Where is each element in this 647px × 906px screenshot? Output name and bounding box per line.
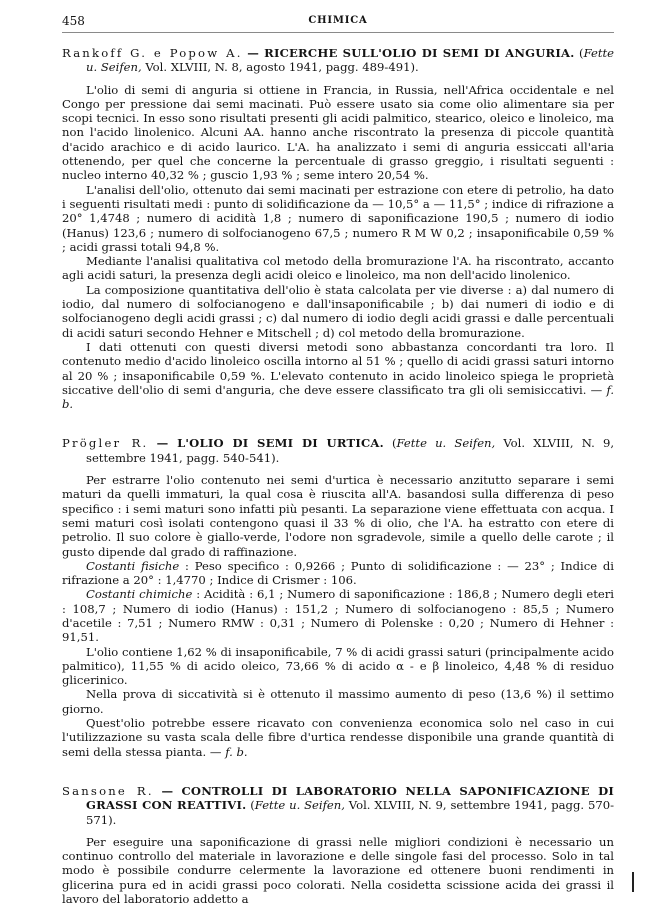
reviewer-signature: — f. b. [62, 382, 615, 412]
source-details: Vol. XLVIII, N. 8, agosto 1941, pagg. 489-491). [141, 60, 419, 75]
author-names: Sansone R. [62, 783, 154, 798]
source-open: ( [391, 436, 397, 451]
abstract-heading [62, 436, 614, 465]
article-title: — L'OLIO DI SEMI DI URTICA. [156, 436, 384, 451]
author-names: Prögler R. [62, 436, 149, 451]
paragraph [62, 283, 614, 340]
abstract-heading [62, 784, 614, 827]
abstract [62, 784, 614, 906]
paragraph-text: : Peso specifico : 0,9266 ; Punto di solidificazione : — 23° ; Indice di rifrazione a 20° : 1,4770 ; Indice di Crismer : 106. [62, 558, 614, 588]
source-open: ( [579, 46, 584, 60]
article-title: — CONTROLLI DI LABORATORIO NELLA SAPONIFICAZIONE DI GRASSI CON REATTIVI. [86, 783, 614, 813]
paragraph-text: Mediante l'analisi qualitativa col metodo della bromurazione l'A. ha riscontrato, accanto agli acidi saturi, la presenza degli acidi oleico e linoleico, ma non dell'acido linolenico. [62, 254, 614, 283]
paragraph [62, 587, 614, 644]
source-details: Vol. XLVIII, N. 9, settembre 1941, pagg. 540-541). [86, 436, 615, 465]
paragraph [62, 687, 614, 716]
paragraph-label: Costanti chimiche [86, 587, 193, 602]
source-journal: Fette u. Seifen, [86, 46, 615, 75]
paragraph-text: L'olio contiene 1,62 % di insaponificabile, 7 % di acidi grassi saturi (principalmente acido palmitico), 11,55 % di acido oleico, 73,66 % di acido α - e β linoleico, 4,48 % di residuo glicerinico. [62, 644, 614, 688]
paragraph [62, 183, 614, 254]
abstract [62, 436, 614, 759]
paragraph [62, 645, 614, 688]
author-names: Rankoff G. e Popow A. [62, 46, 243, 60]
source-open: ( [250, 798, 255, 813]
paragraph-text: Per estrarre l'olio contenuto nei semi d'urtica è necessario anzitutto separare i semi maturi da quelli immaturi, la qual cosa è riuscita all'A. basandosi sulla differenza di peso specifico : i semi maturi sono infatti più pesanti. La separazione viene effettuata con acqua. I semi maturi così isolati contengono quasi il 33 % di olio, che l'A. ha estratto con etere di petrolio. Il suo colore è giallo-verde, l'odore non sgradevole, simile a quello delle carote ; il gusto dipende dal grado di raffinazione. [62, 473, 614, 559]
paragraph [62, 340, 614, 411]
article-title: — RICERCHE SULL'OLIO DI SEMI DI ANGURIA. [247, 46, 575, 60]
abstract-heading [62, 46, 614, 75]
source-journal: Fette u. Seifen, [396, 436, 496, 451]
paragraph-text: I dati ottenuti con questi diversi metodi sono abbastanza concordanti tra loro. Il contenuto medio d'acido linoleico oscilla intorno al 51 % ; quello di acidi grassi saturi intorno al 20 % ; insaponificabile 0,59 %. L'elevato contenuto in acido linoleico spiega le proprietà siccative dell'olio di semi d'anguria, che deve essere classificato tra gli oli semisiccativi. [62, 339, 614, 397]
paragraph-text: La composizione quantitativa dell'olio è stata calcolata per vie diverse : a) dal numero di iodio, dal numero di solfocianogeno e dall'insaponificabile ; b) dai numeri di iodio e di solfocianogeno degli acidi grassi ; c) dal numero di iodio degli acidi grassi e dalle percentuali di acidi saturi secondo Hehner e Mitschell ; d) col metodo della bromurazione. [62, 282, 614, 340]
page-content [62, 46, 614, 906]
paragraph [62, 559, 614, 588]
margin-mark [632, 872, 634, 892]
paragraph-text: Quest'olio potrebbe essere ricavato con convenienza economica solo nel caso in cui l'utilizzazione su vasta scala delle fibre d'urtica rendesse disponibile una grande quantità di semi della stessa pianta. [62, 716, 614, 759]
paragraph-text: Nella prova di siccatività si è ottenuto il massimo aumento di peso (13,6 %) il settimo giorno. [62, 687, 614, 716]
abstract [62, 46, 614, 411]
paragraph [62, 83, 614, 183]
paragraph-text: Per eseguire una saponificazione di grassi nelle migliori condizioni è necessario un continuo controllo del materiale in lavorazione e delle singole fasi del processo. Solo in tal modo è possibile condurre celermente la lavorazione ed ottenere buoni rendimenti in glicerina pura ed in acidi grassi poco colorati. Nella cosidetta scissione acida dei grassi il lavoro del laboratorio addetto a [62, 834, 614, 906]
paragraph-text: L'olio di semi di anguria si ottiene in Francia, in Russia, nell'Africa occidentale e nel Congo per pressione dai semi macinati. Può essere usato sia come olio alimentare sia per scopi tecnici. In esso sono risultati presenti gli acidi palmitico, stearico, oleico e linoleico, ma non l'acido linolenico. Alcuni AA. hanno anche riscontrato la presenza di piccole quantità d'acido arachico e di acido laurico. L'A. ha analizzato i semi di anguria essiccati all'aria ottenendo, per quel che concerne la percentuale di grasso greggio, i risultati seguenti : nucleo interno 40,32 % ; guscio 1,93 % ; seme intero 20,54 %. [62, 82, 614, 183]
paragraph-text: L'analisi dell'olio, ottenuto dai semi macinati per estrazione con etere di petrolio, ha dato i seguenti risultati medi : punto di solidificazione da — 10,5° a — 11,5° ; indice di rifrazione a 20° 1,4748 ; numero di acidità 1,8 ; numero di saponificazione 190,5 ; numero di iodio (Hanus) 123,6 ; numero di solfocianogeno 67,5 ; numero R M W 0,2 ; insaponificabile 0,59 % ; acidi grassi totali 94,8 %. [62, 182, 614, 254]
running-head: CHIMICA [308, 15, 368, 26]
paragraph [62, 473, 614, 559]
paragraph-label: Costanti fisiche [86, 558, 180, 573]
paragraph [62, 835, 614, 906]
paragraph [62, 254, 614, 283]
source-journal: Fette u. Seifen, [254, 798, 345, 813]
page-number: 458 [62, 14, 85, 28]
page-header [62, 14, 614, 33]
paragraph [62, 716, 614, 759]
source-details: Vol. XLVIII, N. 9, settembre 1941, pagg. 570-571). [86, 798, 614, 827]
reviewer-signature: — f. b. [209, 744, 248, 759]
paragraph-text: : Acidità : 6,1 ; Numero di saponificazione : 186,8 ; Numero degli eteri : 108,7 ; Numero di iodio (Hanus) : 151,2 ; Numero di solfocianogeno : 85,5 ; Numero d'acetile : 7,51 ; Numero RMW : 0,31 ; Numero di Polenske : 0,20 ; Numero di Hehner : 91,51. [62, 587, 614, 645]
